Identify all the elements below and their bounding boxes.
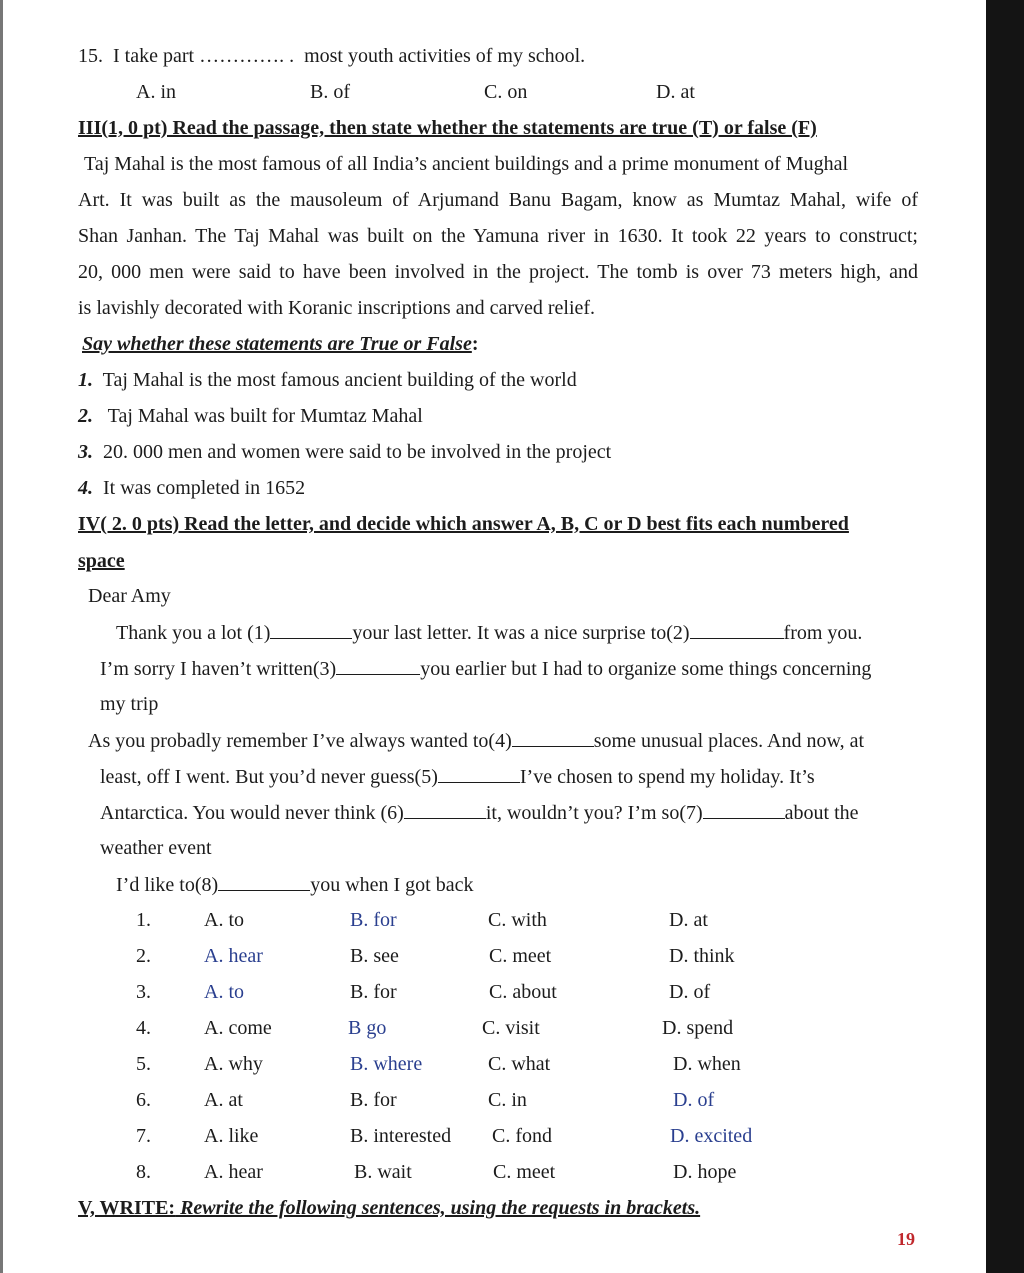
letter-line-7: weather event (100, 837, 212, 859)
statement-1: 1. Taj Mahal is the most famous ancient building of the world (78, 369, 577, 391)
answer-row-5-num: 5. (136, 1053, 151, 1075)
blank-7 (703, 800, 785, 819)
answer-row-5-c: C. what (488, 1053, 551, 1075)
letter-line-3: my trip (100, 693, 159, 715)
blank-6 (404, 800, 486, 819)
q15-option-b: B. of (310, 81, 350, 103)
answer-row-7-num: 7. (136, 1125, 151, 1147)
letter-salutation: Dear Amy (88, 585, 171, 607)
passage-line-3: Shan Janhan. The Taj Mahal was built on the Yamuna river in 1630. It took 22 years to construct; (78, 225, 918, 247)
answer-row-1-num: 1. (136, 909, 151, 931)
answer-row-5-d: D. when (673, 1053, 741, 1075)
answer-row-1-c: C. with (488, 909, 547, 931)
answer-row-3-b: B. for (350, 981, 397, 1003)
section-3-heading: III(1, 0 pt) Read the passage, then state whether the statements are true (T) or false (F) (78, 117, 817, 139)
answer-row-6-num: 6. (136, 1089, 151, 1111)
answer-row-7-c: C. fond (492, 1125, 552, 1147)
blank-8 (218, 872, 310, 891)
page-number: 19 (897, 1229, 915, 1249)
blank-5 (438, 764, 520, 783)
statement-4: 4. It was completed in 1652 (78, 477, 306, 499)
answer-row-6-c: C. in (488, 1089, 527, 1111)
answer-row-8-a: A. hear (204, 1161, 263, 1183)
answer-row-8-d: D. hope (673, 1161, 737, 1183)
answer-row-8-c: C. meet (493, 1161, 556, 1183)
answer-row-1-a: A. to (204, 909, 244, 931)
answer-row-4-c: C. visit (482, 1017, 540, 1039)
answer-row-2-d: D. think (669, 945, 735, 967)
passage-line-2: Art. It was built as the mausoleum of Arjumand Banu Bagam, know as Mumtaz Mahal, wife of (78, 189, 918, 211)
letter-line-8: I’d like to(8) you when I got back (116, 874, 474, 896)
answer-row-2-a: A. hear (204, 945, 263, 967)
statement-2: 2. Taj Mahal was built for Mumtaz Mahal (78, 405, 423, 427)
answer-row-6-d: D. of (673, 1089, 715, 1111)
answer-row-4-b: B go (348, 1017, 387, 1039)
blank-1 (270, 620, 352, 639)
answer-row-3-num: 3. (136, 981, 151, 1003)
question-15: 15. I take part …………. . most youth activities of my school. (78, 45, 586, 67)
letter-line-1: Thank you a lot (1) your last letter. It was a nice surprise to(2) from you. (116, 622, 863, 644)
blank-3 (336, 656, 420, 675)
answer-row-7-d: D. excited (670, 1125, 753, 1147)
q15-option-a: A. in (136, 81, 176, 103)
answer-row-8-b: B. wait (354, 1161, 412, 1183)
q15-option-d: D. at (656, 81, 695, 103)
answer-row-3-c: C. about (489, 981, 557, 1003)
answer-row-7-b: B. interested (350, 1125, 452, 1147)
answer-row-1-d: D. at (669, 909, 708, 931)
letter-line-5: least, off I went. But you’d never guess(5) I’ve chosen to spend my holiday. It’s (100, 766, 815, 788)
answer-row-6-a: A. at (204, 1089, 243, 1111)
section-5-heading: V, WRITE: Rewrite the following sentences, using the requests in brackets. (78, 1197, 701, 1219)
answer-row-5-a: A. why (204, 1053, 263, 1075)
answer-row-2-b: B. see (350, 945, 399, 967)
answer-row-1-b: B. for (350, 909, 397, 931)
answer-row-4-d: D. spend (662, 1017, 734, 1039)
passage-line-4: 20, 000 men were said to have been involved in the project. The tomb is over 73 meters high, and (78, 261, 918, 283)
passage-line-1: Taj Mahal is the most famous of all India’s ancient buildings and a prime monument of Mughal (84, 153, 849, 175)
answer-row-2-c: C. meet (489, 945, 552, 967)
blank-2 (690, 620, 784, 639)
section-4-heading: IV( 2. 0 pts) Read the letter, and decide which answer A, B, C or D best fits each numbered (78, 513, 849, 535)
blank-4 (512, 728, 594, 747)
right-edge-bar (986, 0, 1024, 1273)
letter-line-2: I’m sorry I haven’t written(3) you earlier but I had to organize some things concerning (100, 658, 872, 680)
answer-row-3-d: D. of (669, 981, 711, 1003)
answer-row-5-b: B. where (350, 1053, 423, 1075)
letter-line-6: Antarctica. You would never think (6) it, wouldn’t you? I’m so(7) about the (100, 802, 859, 824)
answer-row-8-num: 8. (136, 1161, 151, 1183)
answer-row-4-num: 4. (136, 1017, 151, 1039)
passage-line-5: is lavishly decorated with Koranic inscriptions and carved relief. (78, 297, 596, 319)
answer-row-4-a: A. come (204, 1017, 272, 1039)
section-4-heading-cont: space (78, 550, 125, 572)
q15-option-c: C. on (484, 81, 528, 103)
statement-3: 3. 20. 000 men and women were said to be involved in the project (78, 441, 612, 463)
left-edge-shadow (0, 0, 3, 1273)
answer-row-7-a: A. like (204, 1125, 259, 1147)
answer-row-3-a: A. to (204, 981, 244, 1003)
statements-instruction: Say whether these statements are True or False: (82, 333, 479, 355)
letter-line-4: As you probadly remember I’ve always wanted to(4) some unusual places. And now, at (88, 730, 865, 752)
answer-row-2-num: 2. (136, 945, 151, 967)
answer-row-6-b: B. for (350, 1089, 397, 1111)
